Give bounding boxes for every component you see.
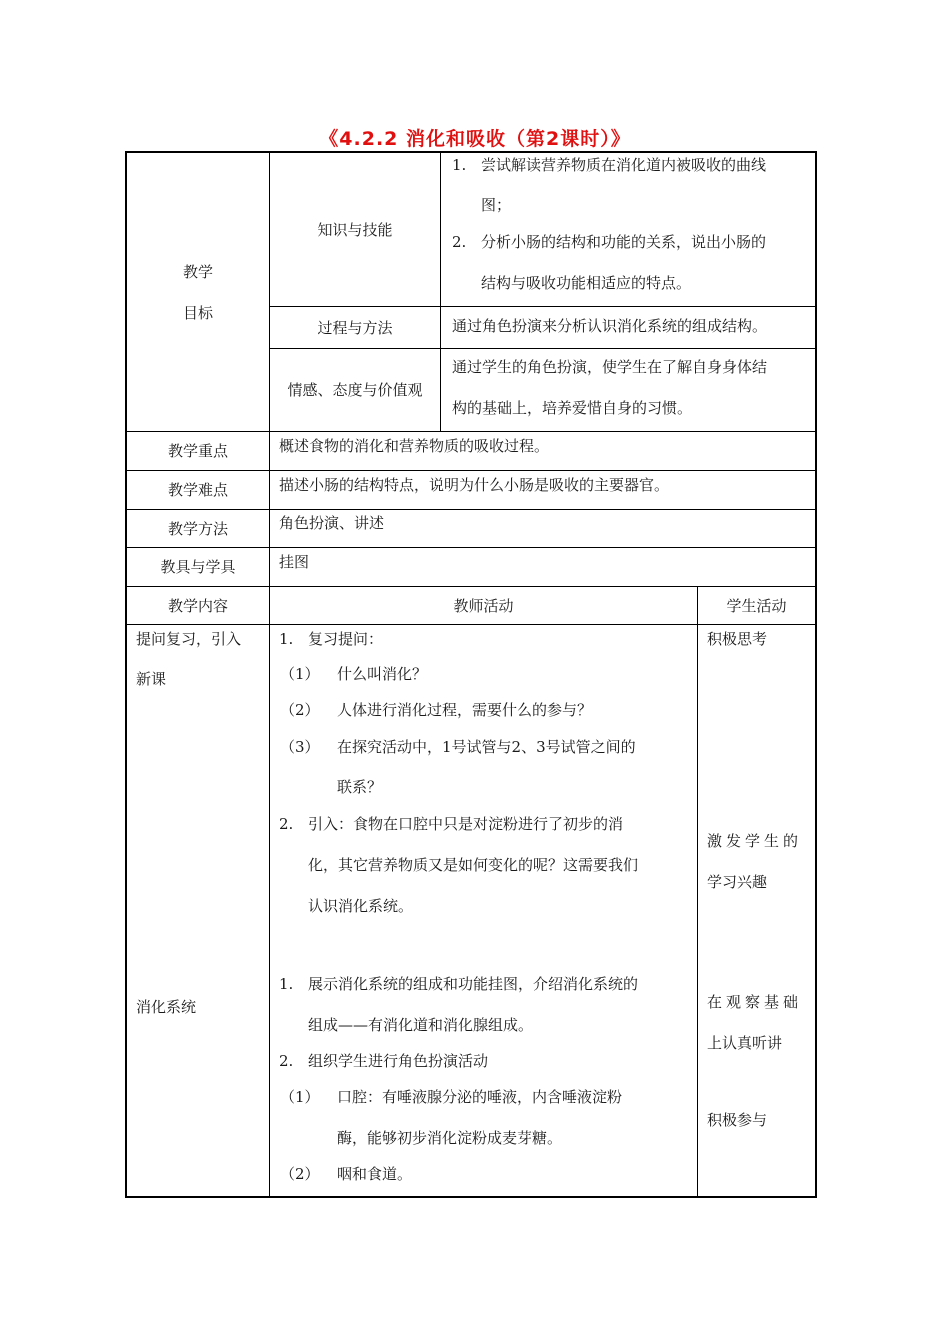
process-label: 过程与方法	[317, 318, 393, 337]
page-title: 《4.2.2 消化和吸收（第2课时）》	[319, 128, 631, 150]
s2b-text: 咽和食道。	[337, 1165, 413, 1183]
s2b-num: （2）	[280, 1165, 320, 1183]
tools-label: 教具与学具	[160, 558, 236, 576]
q2-num: （2）	[280, 701, 320, 719]
knowledge-label: 知识与技能	[317, 220, 393, 239]
tools-text: 挂图	[279, 553, 310, 571]
objectives-label	[127, 153, 269, 431]
intro-line1: 引入：食物在口腔中只是对淀粉进行了初步的消	[308, 815, 624, 833]
s2a-line1: 口腔：有唾液腺分泌的唾液，内含唾液淀粉	[337, 1088, 623, 1106]
student-activity-2-line1: 激发学生的	[707, 832, 803, 850]
student-activity-4: 积极参与	[707, 1111, 768, 1129]
section1-label-line1: 提问复习，引入	[136, 630, 242, 648]
objectives-label-line2: 目标	[182, 303, 213, 322]
student-activity-1: 积极思考	[707, 630, 768, 648]
emotion-label: 情感、态度与价值观	[287, 381, 423, 399]
intro-num: 2.	[279, 815, 294, 833]
header-teacher: 教师活动	[453, 596, 514, 615]
header-student: 学生活动	[726, 596, 787, 615]
difficulty-text: 描述小肠的结构特点，说明为什么小肠是吸收的主要器官。	[279, 476, 670, 494]
knowledge-item-2-line1: 分析小肠的结构和功能的关系，说出小肠的	[481, 233, 767, 251]
key-point-label: 教学重点	[167, 442, 228, 460]
intro-line3: 认识消化系统。	[308, 897, 414, 915]
emotion-line2: 构的基础上，培养爱惜自身的习惯。	[452, 399, 693, 417]
section2-label: 消化系统	[136, 998, 197, 1016]
key-point-text: 概述食物的消化和营养物质的吸收过程。	[279, 437, 550, 455]
header-content: 教学内容	[167, 596, 228, 615]
s2a-num: （1）	[280, 1088, 320, 1106]
objectives-label-line1: 教学	[182, 262, 213, 281]
q2-text: 人体进行消化过程，需要什么的参与？	[337, 701, 593, 719]
s2-num: 2.	[279, 1052, 294, 1070]
s1-line1: 展示消化系统的组成和功能挂图，介绍消化系统的	[308, 975, 639, 993]
s2a-line2: 酶，能够初步消化淀粉成麦芽糖。	[337, 1129, 563, 1147]
q-head-text: 复习提问：	[308, 630, 384, 648]
method-label: 教学方法	[167, 519, 228, 538]
s1-num: 1.	[279, 975, 294, 993]
q3-line2: 联系？	[337, 778, 383, 796]
section1-label-line2: 新课	[136, 670, 167, 688]
knowledge-item-2-num: 2.	[452, 233, 467, 251]
q3-line1: 在探究活动中，1号试管与2、3号试管之间的	[337, 738, 636, 756]
knowledge-item-1-line2: 图；	[481, 196, 512, 214]
knowledge-item-2-line2: 结构与吸收功能相适应的特点。	[481, 274, 692, 292]
method-text: 角色扮演、讲述	[279, 514, 385, 532]
q1-num: （1）	[280, 665, 320, 683]
knowledge-item-1-line1: 尝试解读营养物质在消化道内被吸收的曲线	[481, 156, 767, 174]
q-head-num: 1.	[279, 630, 294, 648]
process-text: 通过角色扮演来分析认识消化系统的组成结构。	[452, 317, 768, 335]
knowledge-item-1-num: 1.	[452, 156, 467, 174]
q1-text: 什么叫消化？	[337, 665, 428, 683]
s1-line2: 组成——有消化道和消化腺组成。	[308, 1016, 534, 1034]
student-activity-2-line2: 学习兴趣	[707, 873, 768, 891]
difficulty-label: 教学难点	[167, 481, 228, 499]
intro-line2: 化，其它营养物质又是如何变化的呢？这需要我们	[308, 856, 639, 874]
q3-num: （3）	[280, 738, 320, 756]
s2-text: 组织学生进行角色扮演活动	[308, 1052, 489, 1070]
student-activity-3-line2: 上认真听讲	[707, 1034, 783, 1052]
student-activity-3-line1: 在观察基础	[707, 993, 803, 1011]
emotion-line1: 通过学生的角色扮演，使学生在了解自身身体结	[452, 358, 768, 376]
